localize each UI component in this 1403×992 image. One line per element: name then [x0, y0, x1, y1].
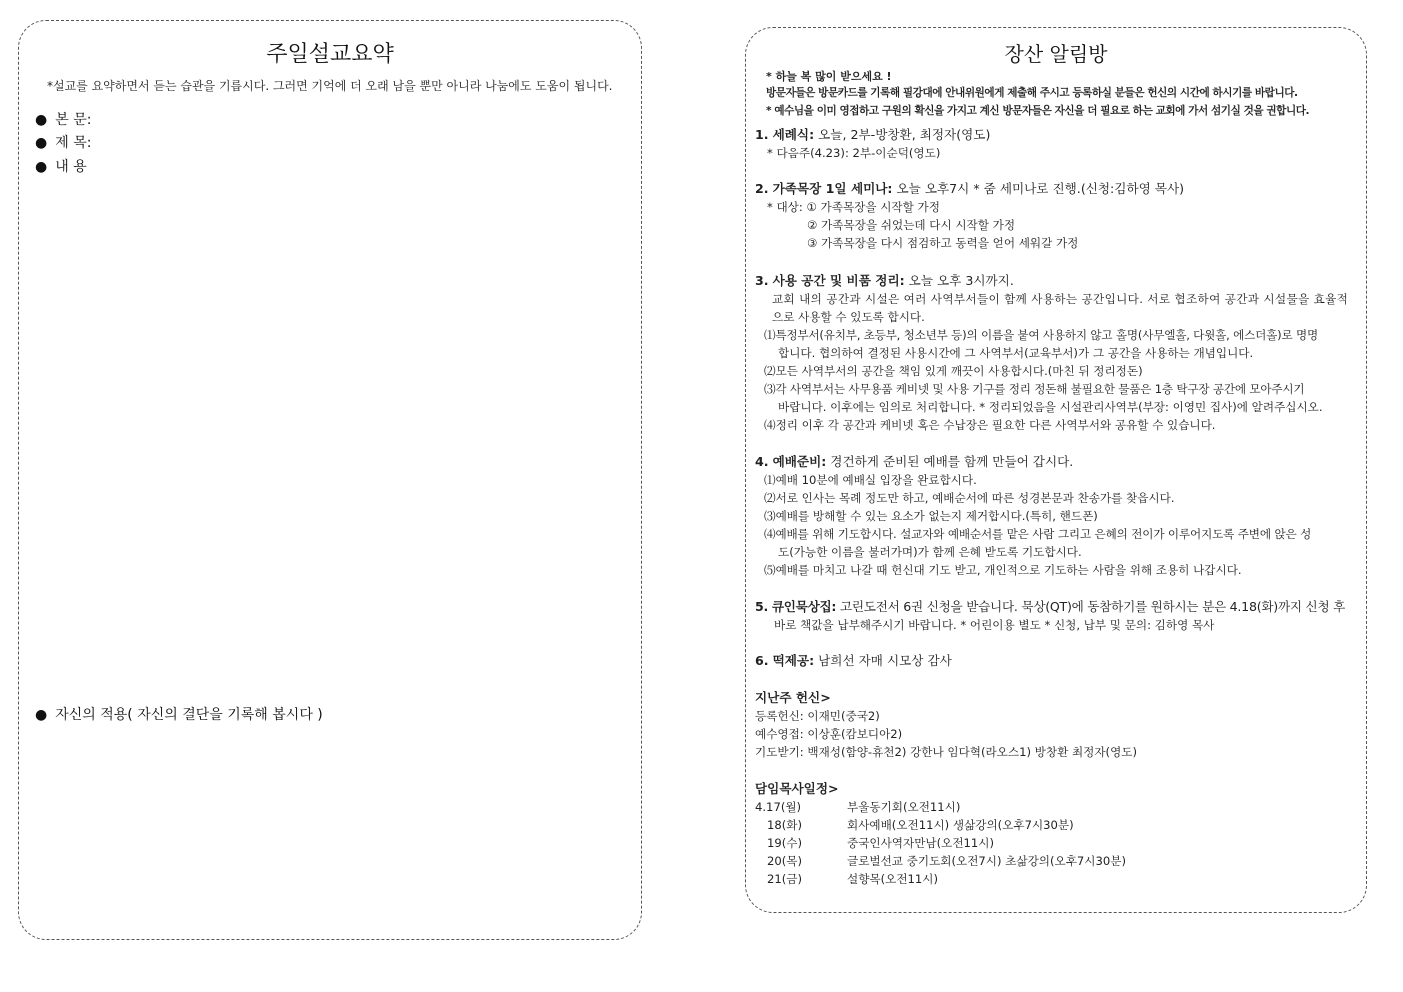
item-3-line: ⑴특정부서(유치부, 초등부, 청소년부 등)의 이름을 붙여 사용하지 않고 홀명(사무엘홀, 다윗홀, 에스더홀)로 명명	[764, 328, 1318, 342]
item-3-line: 으로 사용할 수 있도록 합시다.	[772, 310, 925, 324]
sermon-summary-panel	[18, 20, 642, 940]
item-3-line: 바랍니다. 이후에는 임의로 처리합니다. * 정리되었음을 시설관리사역부(부장: 이영민 집사)에 알려주십시오.	[778, 400, 1323, 414]
announcements-title: 장산 알림방	[1004, 42, 1108, 66]
field-title-label: 제 목:	[55, 135, 92, 151]
item-4: 4. 예배준비: 경건하게 준비된 예배를 함께 만들어 갑시다.	[755, 454, 1074, 469]
schedule-row: 4.17(월) 부울동기회(오전11시)	[755, 800, 961, 814]
announcements-panel	[745, 27, 1367, 913]
item-5-line: 바로 책값을 납부해주시기 바랍니다. * 어린이용 별도 * 신청, 납부 및 문의: 김하영 목사	[774, 618, 1215, 632]
item-3-line: ⑵모든 사역부서의 공간을 책임 있게 깨끗이 사용합시다.(마친 뒤 정리정돈)	[764, 364, 1143, 378]
item-5-label: 큐인묵상집:	[771, 599, 837, 614]
field-application[interactable]	[35, 704, 323, 724]
item-1-label: 세례식:	[772, 127, 815, 142]
item-2: 2. 가족목장 1일 세미나: 오늘 오후7시 * 줌 세미나로 진행.(신청:김하영 목사)	[755, 181, 1185, 196]
field-title[interactable]	[35, 132, 91, 152]
item-2-label: 가족목장 1일 세미나:	[772, 181, 893, 196]
field-scripture[interactable]	[35, 109, 91, 129]
item-4-line: ⑸예배를 마치고 나갈 때 헌신대 기도 받고, 개인적으로 기도하는 사람을 위해 조용히 나갑시다.	[764, 563, 1242, 577]
item-3-line: 합니다. 협의하여 결정된 사용시간에 그 사역부서(교육부서)가 그 공간을 사용하는 개념입니다.	[778, 346, 1254, 360]
field-application-label: 자신의 적용( 자신의 결단을 기록해 봅시다 )	[55, 707, 323, 723]
item-2-line: ③ 가족목장을 다시 점검하고 동력을 얻어 세워갈 가정	[807, 236, 1079, 250]
bullet-icon: ●	[35, 112, 48, 128]
offering-line: 기도받기: 백재성(함양-휴천2) 강한나 임다혁(라오스1) 방창환 최정자(영도)	[755, 745, 1137, 759]
offering-line: 등록헌신: 이재민(중국2)	[755, 709, 880, 723]
item-3: 3. 사용 공간 및 비품 정리: 오늘 오후 3시까지.	[755, 273, 1014, 288]
schedule-row: 20(목) 글로벌선교 중기도회(오전7시) 초삶강의(오후7시30분)	[767, 854, 1126, 868]
item-2-line: * 대상: ① 가족목장을 시작할 가정	[767, 200, 940, 214]
schedule-row: 18(화) 회사예배(오전11시) 생삶강의(오후7시30분)	[767, 818, 1074, 832]
item-4-line: ⑶예배를 방해할 수 있는 요소가 없는지 제거합시다.(특히, 핸드폰)	[764, 509, 1098, 523]
item-1-line: * 다음주(4.23): 2부-이순덕(영도)	[767, 146, 941, 160]
bullet-icon: ●	[35, 135, 48, 151]
item-5: 5. 큐인묵상집: 고린도전서 6권 신청을 받습니다. 묵상(QT)에 동참하기를 원하시는 분은 4.18(화)까지 신청 후	[755, 599, 1346, 614]
bullet-icon: ●	[35, 707, 48, 723]
schedule-row: 21(금) 설향목(오전11시)	[767, 872, 938, 886]
item-3-line: ⑶각 사역부서는 사무용품 케비넷 및 사용 기구를 정리 정돈해 불필요한 물품은 1층 탁구장 공간에 모아주시기	[764, 382, 1305, 396]
item-3-line: ⑷정리 이후 각 공간과 케비넷 혹은 수납장은 필요한 다른 사역부서와 공유할 수 있습니다.	[764, 418, 1216, 432]
item-6: 6. 떡제공: 남희선 자매 시모상 감사	[755, 653, 952, 668]
item-3-label: 사용 공간 및 비품 정리:	[772, 273, 905, 288]
item-4-line: 도(가능한 이름을 불러가며)가 함께 은혜 받도록 기도합시다.	[778, 545, 1082, 559]
field-scripture-label: 본 문:	[55, 112, 92, 128]
schedule-row: 19(수) 중국인사역자만남(오전11시)	[767, 836, 994, 850]
item-6-label: 떡제공:	[772, 653, 815, 668]
notice-greeting: * 하늘 복 많이 받으세요 !	[766, 70, 892, 83]
offering-title: 지난주 헌신>	[755, 690, 831, 705]
sermon-summary-title: 주일설교요약	[266, 42, 394, 67]
offering-line: 예수영접: 이상훈(캄보디아2)	[755, 727, 903, 741]
sermon-summary-intro: *설교를 요약하면서 듣는 습관을 기릅시다. 그러면 기억에 더 오래 남을 뿐만 아니라 나눔에도 도움이 됩니다.	[47, 79, 613, 93]
item-2-line: ② 가족목장을 쉬었는데 다시 시작할 가정	[807, 218, 1016, 232]
item-4-line: ⑵서로 인사는 목례 정도만 하고, 예배순서에 따른 성경본문과 찬송가를 찾읍시다.	[764, 491, 1175, 505]
item-3-line: 교회 내의 공간과 시설은 여러 사역부서들이 함께 사용하는 공간입니다. 서로 협조하여 공간과 시설물을 효율적	[772, 292, 1349, 306]
bullet-icon: ●	[35, 159, 48, 175]
item-1: 1. 세례식: 오늘, 2부-방창환, 최정자(영도)	[755, 127, 991, 142]
field-content[interactable]	[35, 156, 87, 176]
item-4-label: 예배준비:	[772, 454, 827, 469]
notice-visitor-card: 방문자들은 방문카드를 기록해 필강대에 안내위원에게 제출해 주시고 등록하실 분들은 헌신의 시간에 하시기를 바랍니다.	[766, 87, 1298, 99]
field-content-label: 내 용	[55, 159, 87, 175]
item-4-line: ⑷예배를 위해 기도합시다. 설교자와 예배순서를 맡은 사람 그리고 은혜의 전이가 이루어지도록 주변에 앉은 성	[764, 527, 1312, 541]
item-4-line: ⑴예배 10분에 예배실 입장을 완료합시다.	[764, 473, 977, 487]
notice-visitor-church: * 예수님을 이미 영접하고 구원의 확신을 가지고 계신 방문자들은 자신을 더 필요로 하는 교회에 가서 섬기실 것을 권합니다.	[766, 105, 1310, 117]
schedule-title: 담임목사일정>	[755, 781, 839, 796]
